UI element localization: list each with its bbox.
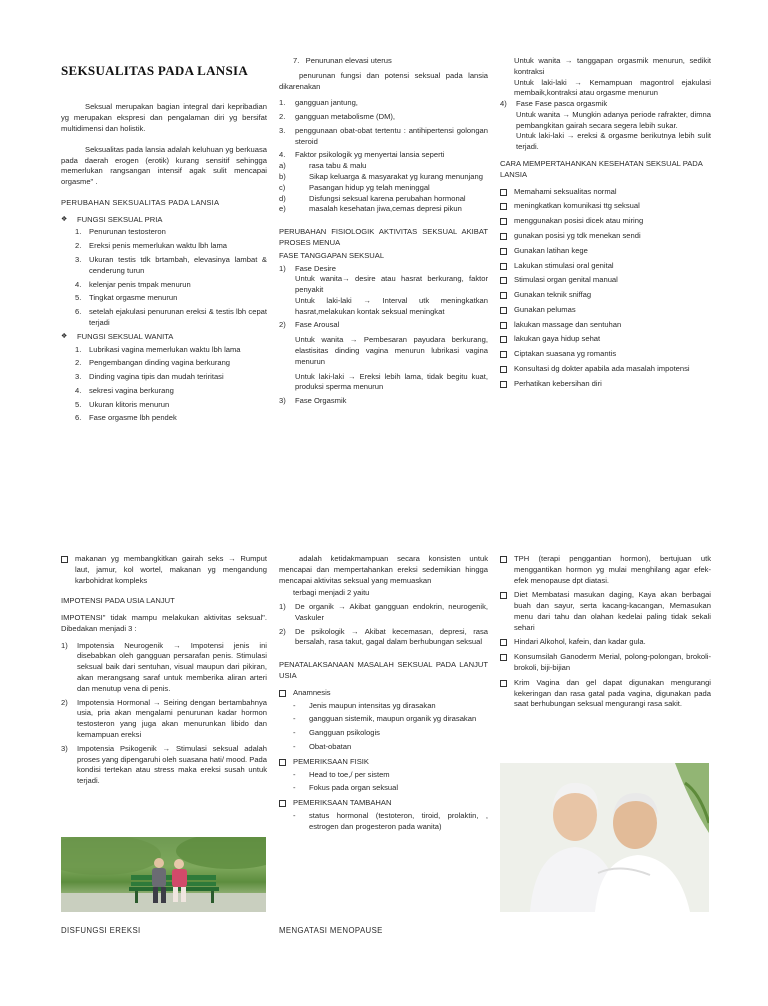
- column-1: [61, 56, 267, 427]
- food-list: [61, 554, 267, 586]
- list-item: Perhatikan kebersihan diri: [500, 379, 711, 390]
- section-heading-impotensi: IMPOTENSI PADA USIA LANJUT: [61, 596, 175, 606]
- list-item: - Obat-obatan: [279, 742, 488, 753]
- list-item: Lakukan stimulasi oral genital: [500, 261, 711, 272]
- list-item: 1) De organik → Akibat gangguan endokrin, neurogenik, Vaskuler: [279, 602, 488, 622]
- list-item: Gunakan teknik sniffag: [500, 290, 711, 301]
- subheading-pria: FUNGSI SEKSUAL PRIA: [77, 214, 163, 224]
- list-item: gunakan posisi yg tdk menekan sendi: [500, 231, 711, 242]
- section-heading-fisiologik: PERUBAHAN FISIOLOGIK AKTIVITAS SEKSUAL AKIBAT PROSES MENUA: [279, 227, 488, 247]
- elderly-couple-bench-photo: [61, 837, 266, 912]
- list-item: Konsultasi dg dokter apabila ada masalah impotensi: [500, 364, 711, 375]
- fungsi-list: [61, 215, 267, 425]
- list-item: [61, 215, 267, 329]
- fase-list: [279, 264, 488, 407]
- list-item: 1. gangguan jantung,: [279, 98, 358, 108]
- fase4-list: [500, 99, 711, 153]
- list-item: Krim Vagina dan gel dapat digunakan mengurangi kekeringan dan rasa gatal pada vagina, digunakan pada saat berhubungan seksual mengurangi rasa sakit.: [500, 678, 711, 710]
- list-item: lakukan gaya hidup sehat: [500, 334, 711, 345]
- list-item: 3. penggunaan obat-obat tertentu : antihipertensi golongan steroid: [279, 125, 488, 146]
- list-item: Memahami seksualitas normal: [500, 187, 711, 198]
- list-item: 1. Lubrikasi vagina memerlukan waktu lbh lama: [75, 344, 241, 354]
- tambahan-list: [279, 811, 488, 833]
- menopause-list: [500, 554, 711, 710]
- list-item: 2) Impotensia Hormonal → Seiring dengan bertambahnya usia, pria akan mengalami penurunan kadar hormon testosteron yang juga akan menurunkan libido dan kemampuan ereksi: [61, 697, 267, 739]
- list-item: - Gangguan psikologis: [279, 728, 488, 739]
- list-item: d) Disfungsi seksual karena perubahan hormonal: [279, 193, 466, 203]
- impotensi-types: [61, 641, 267, 787]
- split-text: terbagi menjadi 2 yaitu: [293, 588, 370, 598]
- intro-text: penurunan fungsi dan potensi seksual pada lansia dikarenakan: [279, 70, 488, 91]
- section-heading-perubahan: PERUBAHAN SEKSUALITAS PADA LANSIA: [61, 197, 220, 207]
- list-item: 1. Penurunan testosteron: [75, 227, 166, 237]
- list-item: Stimulasi organ genital manual: [500, 275, 711, 286]
- disfungsi-types: [279, 602, 488, 648]
- fisik-list: [279, 770, 488, 795]
- list-item: 5. Ukuran klitoris menurun: [75, 399, 170, 409]
- list-item: 2) De psikologik → Akibat kecemasan, depresi, rasa bersalah, rasa takut, gagal dalam berhubungan seksual: [279, 626, 488, 647]
- column-3: [500, 56, 711, 394]
- list-item: Gunakan latihan kege: [500, 246, 711, 257]
- list-item: 1) Impotensia Neurogenik → Impotensi jenis ini disebabkan oleh gangguan persarafan penis. Stimulasi seksual baik dari sentuhan, visual maupun dari pikiran, akan merangsang saraf untuk memberika aliran arteri dan menutup vena di penis.: [61, 640, 267, 693]
- list-item: PEMERIKSAAN TAMBAHAN - status hormonal (testoteron, tiroid, prolaktin, , estrogen dan progesteron pada wanita): [279, 798, 488, 832]
- list-item: 2. Ereksi penis memerlukan waktu lbh lama: [75, 241, 228, 251]
- list-item: Ciptakan suasana yg romantis: [500, 349, 711, 360]
- list-item: 2) Fase Arousal Untuk wanita → Pembesaran payudara berkurang, elastisitas dinding vagina menurun lubrikasi vagina menurun Untuk laki-laki → Ereksi lebih lama, tidak begitu kuat, produksi sperma menurun: [279, 320, 488, 392]
- fase3-wanita: Untuk wanita → tanggapan orgasmik menurun, sedikit kontraksi: [514, 56, 711, 76]
- list-item: TPH (terapi penggantian hormon), bertujuan utk menggantikan hormon yg mulai menghilang agar efek-efek menopause dpt diatasi.: [500, 554, 711, 586]
- fase3-pria: Untuk laki-laki → Kemampuan magontrol ejakulasi membaik,kontraksi atau orgasme menurun: [514, 77, 711, 98]
- disfungsi-intro: adalah ketidakmampuan secara konsisten untuk mencapai dan mempertahankan ereksi sedemikian hingga mencapai aktivitas seksual yang memuaskan: [279, 554, 488, 585]
- list-item: e) masalah kesehatan jiwa,cemas depresi pikun: [279, 204, 462, 214]
- list-item: 2. gangguan metabolisme (DM),: [279, 112, 396, 122]
- list-item: Hindari Alkohol, kafein, dan kadar gula.: [500, 637, 711, 648]
- footer-heading-disfungsi: DISFUNGSI EREKSI: [61, 926, 141, 935]
- psych-list: [279, 161, 488, 215]
- column-2: [279, 56, 488, 410]
- paragraph-seksualitas-lansia: Seksualitas pada lansia adalah keluhuan yg berkuasa pada daerah erogen (erotik) kurang sensitif sehingga memerlukan rangsangan intensif agak sulit mencapai orgasme" .: [61, 144, 267, 187]
- cara-list: [500, 187, 711, 390]
- list-item-7: 7. Penurunan elevasi uterus: [293, 56, 392, 65]
- list-item: 4. Faktor psikologik yg menyertai lansia seperti a) rasa tabu & malu b) Sikap keluarga & masyarakat yg kurang menunjang c) Pasangan hidup yg telah meninggal d) Disfungsi seksual karena perubahan hormonal e) masalah kesehatan jiwa,cemas depresi pikun: [279, 150, 488, 215]
- list-item: - Fokus pada organ seksual: [279, 783, 488, 794]
- subheading-fase: FASE TANGGAPAN SEKSUAL: [279, 250, 385, 260]
- list-item: 4. kelenjar penis tmpak menurun: [75, 279, 191, 289]
- paragraph-seksual: Seksual merupakan bagian integral dari kepribadian yg merupakan ekspresi dan pengalaman diri yg bersifat multidimensi dan holistik.: [61, 102, 267, 134]
- subheading-wanita: FUNGSI SEKSUAL WANITA: [77, 331, 174, 341]
- section-heading-cara: CARA MEMPERTAHANKAN KESEHATAN SEKSUAL PADA LANSIA: [500, 159, 703, 179]
- list-item: b) Sikap keluarga & masyarakat yg kurang menunjang: [279, 172, 483, 182]
- column-6: [500, 554, 711, 714]
- section-heading-penatalaksanaan: PENATALAKSANAAN MASALAH SEKSUAL PADA LANJUT USIA: [279, 660, 488, 681]
- list-item: Konsumsilah Ganoderm Merial, polong-polongan, brokoli-brokoli, biji-bijian: [500, 652, 711, 674]
- list-item: Anamnesis - Jenis maupun intensitas yg dirasakan - gangguan sistemik, maupun organik yg dirasakan - Gangguan psikologis - Obat-obatan: [279, 688, 488, 753]
- list-item: 3) Impotensia Psikogenik → Stimulasi seksual adalah proses yang dipengaruhi oleh suasana hati/ mood. Pada kondisi tertekan atau stress maka ereksi susah untuk terjadi.: [61, 743, 267, 786]
- column-4: [61, 554, 267, 790]
- list-item: 6. Fase orgasme lbh pendek: [75, 413, 177, 423]
- list-item: 1) Fase Desire Untuk wanita→ desire atau hasrat berkurang, faktor penyakit Untuk laki-laki → Interval utk meningkatkan hasrat,melakukan kontak seksual meningkat: [279, 263, 488, 316]
- list-item: 3. Dinding vagina tipis dan mudah teriritasi: [75, 372, 224, 382]
- list-item: c) Pasangan hidup yg telah meninggal: [279, 182, 430, 192]
- list-item: 4. sekresi vagina berkurang: [75, 385, 174, 395]
- list-item: 2. Pengembangan dinding vagina berkurang: [75, 358, 231, 368]
- list-item: - status hormonal (testoteron, tiroid, prolaktin, , estrogen dan progesteron pada wanita): [279, 811, 488, 833]
- footer-heading-menopause: MENGATASI MENOPAUSE: [279, 926, 383, 935]
- anamnesis-list: [279, 701, 488, 753]
- impotensi-definition: IMPOTENSI" tidak mampu melakukan aktivitas seksual". Dibedakan menjadi 3 :: [61, 613, 267, 633]
- list-item: 5. Tingkat orgasme menurun: [75, 293, 178, 303]
- column-5: [279, 554, 488, 836]
- list-item: Gunakan pelumas: [500, 305, 711, 316]
- list-item: 3. Ukuran testis tdk brtambah, elevasinya lambat & cenderung turun: [75, 255, 267, 275]
- list-item: a) rasa tabu & malu: [279, 161, 367, 171]
- list-item: Diet Membatasi masukan daging, Kaya akan berbagai buah dan sayur, serta kacang-kacangan, Memasukan menu dari tahu dan olahan kedelai paling tidak sekali sehari: [500, 590, 711, 633]
- wanita-list: [61, 345, 267, 425]
- list-item: makanan yg membangkitkan gairah seks → Rumput laut, jamur, kol wortel, makanan yg mengandung karbohidrat kompleks: [61, 554, 267, 586]
- list-item: - Jenis maupun intensitas yg dirasakan: [279, 701, 488, 712]
- list-item: 4) Fase Fase pasca orgasmik Untuk wanita → Mungkin adanya periode rafrakter, dimna pembangkitan gairah secara segera lebih sukar. Untuk laki-laki → ereksi & orgasme berikutnya lebih sulit terjadi.: [500, 99, 711, 152]
- list-item: lakukan massage dan sentuhan: [500, 320, 711, 331]
- list-item: 3) Fase Orgasmik: [279, 396, 347, 406]
- list-item: PEMERIKSAAN FISIK - Head to toe,/ per sistem - Fokus pada organ seksual: [279, 757, 488, 794]
- list-item: - Head to toe,/ per sistem: [279, 770, 488, 781]
- list-item: menggunakan posisi dicek atau miring: [500, 216, 711, 227]
- page-title: SEKSUALITAS PADA LANSIA: [61, 63, 249, 78]
- list-item: meningkatkan komunikasi ttg seksual: [500, 201, 711, 212]
- pria-list: [61, 227, 267, 328]
- list-item: - gangguan sistemik, maupun organik yg dirasakan: [279, 714, 488, 725]
- causes-list: [279, 98, 488, 215]
- elderly-couple-smiling-photo: [500, 763, 709, 912]
- penatalaksanaan-list: [279, 688, 488, 833]
- list-item: [61, 332, 267, 424]
- list-item: 6. setelah ejakulasi penurunan ereksi & testis lbh cepat terjadi: [75, 307, 267, 327]
